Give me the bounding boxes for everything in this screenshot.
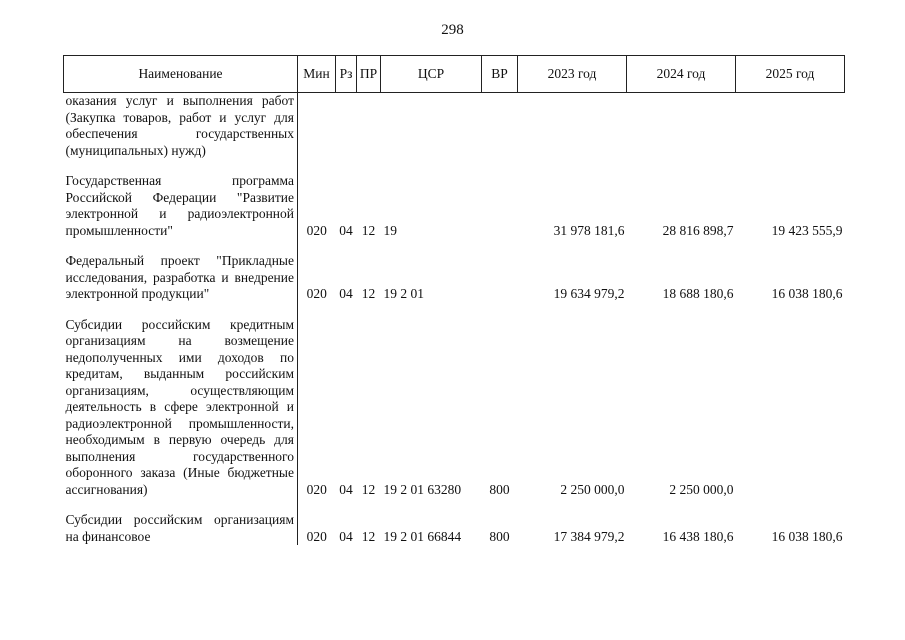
row-rz: 04: [339, 528, 353, 544]
row-vr: [482, 93, 518, 160]
row-name: Субсидии российским кредитным организациям на возмещение недополученных ими доходов по кредитам, выданным российским организациям, осуществляющим деятельность в сфере электронной и радиоэлектронной промышленности, необходимым в первую очередь для выполнения государственного оборонного заказа (Иные бюджетные ассигнования): [64, 317, 298, 499]
row-csr: 19 2 01: [383, 286, 424, 301]
header-pr: ПР: [357, 56, 381, 93]
row-2023: [518, 93, 627, 160]
row-min: 020: [306, 528, 327, 544]
row-rz: 04: [339, 222, 353, 238]
row-2023: 19 634 979,2: [553, 286, 625, 301]
row-rz: 04: [339, 481, 353, 497]
row-2024: 16 438 180,6: [662, 528, 734, 544]
row-pr: [357, 93, 381, 160]
header-2024: 2024 год: [627, 56, 736, 93]
header-2023: 2023 год: [518, 56, 627, 93]
row-min: 020: [306, 222, 327, 238]
row-vr: [482, 173, 518, 239]
budget-table: [63, 55, 845, 545]
row-min: [298, 93, 336, 160]
row-2024: 18 688 180,6: [662, 286, 734, 301]
table-row: [64, 253, 845, 303]
row-rz: 04: [339, 286, 353, 301]
row-vr: 800: [489, 528, 510, 544]
row-vr: [482, 253, 518, 303]
row-2023: 17 384 979,2: [553, 528, 625, 544]
page-number: 298: [441, 22, 464, 38]
row-name: Государственная программа Российской Федерации "Развитие электронной и радиоэлектронной промышленности": [64, 173, 298, 239]
row-2024: [627, 93, 736, 160]
header-vr: ВР: [482, 56, 518, 93]
row-min: 020: [306, 481, 327, 497]
row-csr: 19 2 01 63280: [383, 481, 462, 497]
row-vr: 800: [489, 481, 510, 497]
header-min: Мин: [298, 56, 336, 93]
row-2023: 31 978 181,6: [553, 222, 625, 238]
table-row: [64, 173, 845, 239]
row-pr: 12: [361, 481, 376, 497]
row-2025: 16 038 180,6: [771, 528, 843, 544]
row-pr: 12: [361, 286, 376, 301]
row-2023: 2 250 000,0: [560, 481, 625, 497]
row-rz: [336, 93, 357, 160]
row-2025: [736, 93, 845, 160]
row-2024: 28 816 898,7: [662, 222, 734, 238]
header-name: Наименование: [64, 56, 298, 93]
table-row: [64, 317, 845, 499]
row-pr: 12: [361, 222, 376, 238]
row-csr: 19 2 01 66844: [383, 528, 462, 544]
row-name: Федеральный проект "Прикладные исследования, разработка и внедрение электронной продукции": [64, 253, 298, 303]
row-2025: 16 038 180,6: [771, 286, 843, 301]
row-2025: [736, 317, 845, 499]
header-rz: Рз: [336, 56, 357, 93]
row-min: 020: [306, 286, 327, 301]
row-2024: 2 250 000,0: [669, 481, 734, 497]
row-name: Субсидии российским организациям на финансовое: [64, 512, 298, 545]
table-header: [64, 56, 845, 93]
table-row: [64, 512, 845, 545]
table-row: [64, 93, 845, 160]
header-csr: ЦСР: [381, 56, 482, 93]
row-pr: 12: [361, 528, 376, 544]
header-2025: 2025 год: [736, 56, 845, 93]
row-csr: [381, 93, 482, 160]
row-2025: 19 423 555,9: [771, 222, 843, 238]
row-name: оказания услуг и выполнения работ (Закупка товаров, работ и услуг для обеспечения государственных (муниципальных) нужд): [64, 93, 298, 160]
row-csr: 19: [383, 222, 397, 238]
